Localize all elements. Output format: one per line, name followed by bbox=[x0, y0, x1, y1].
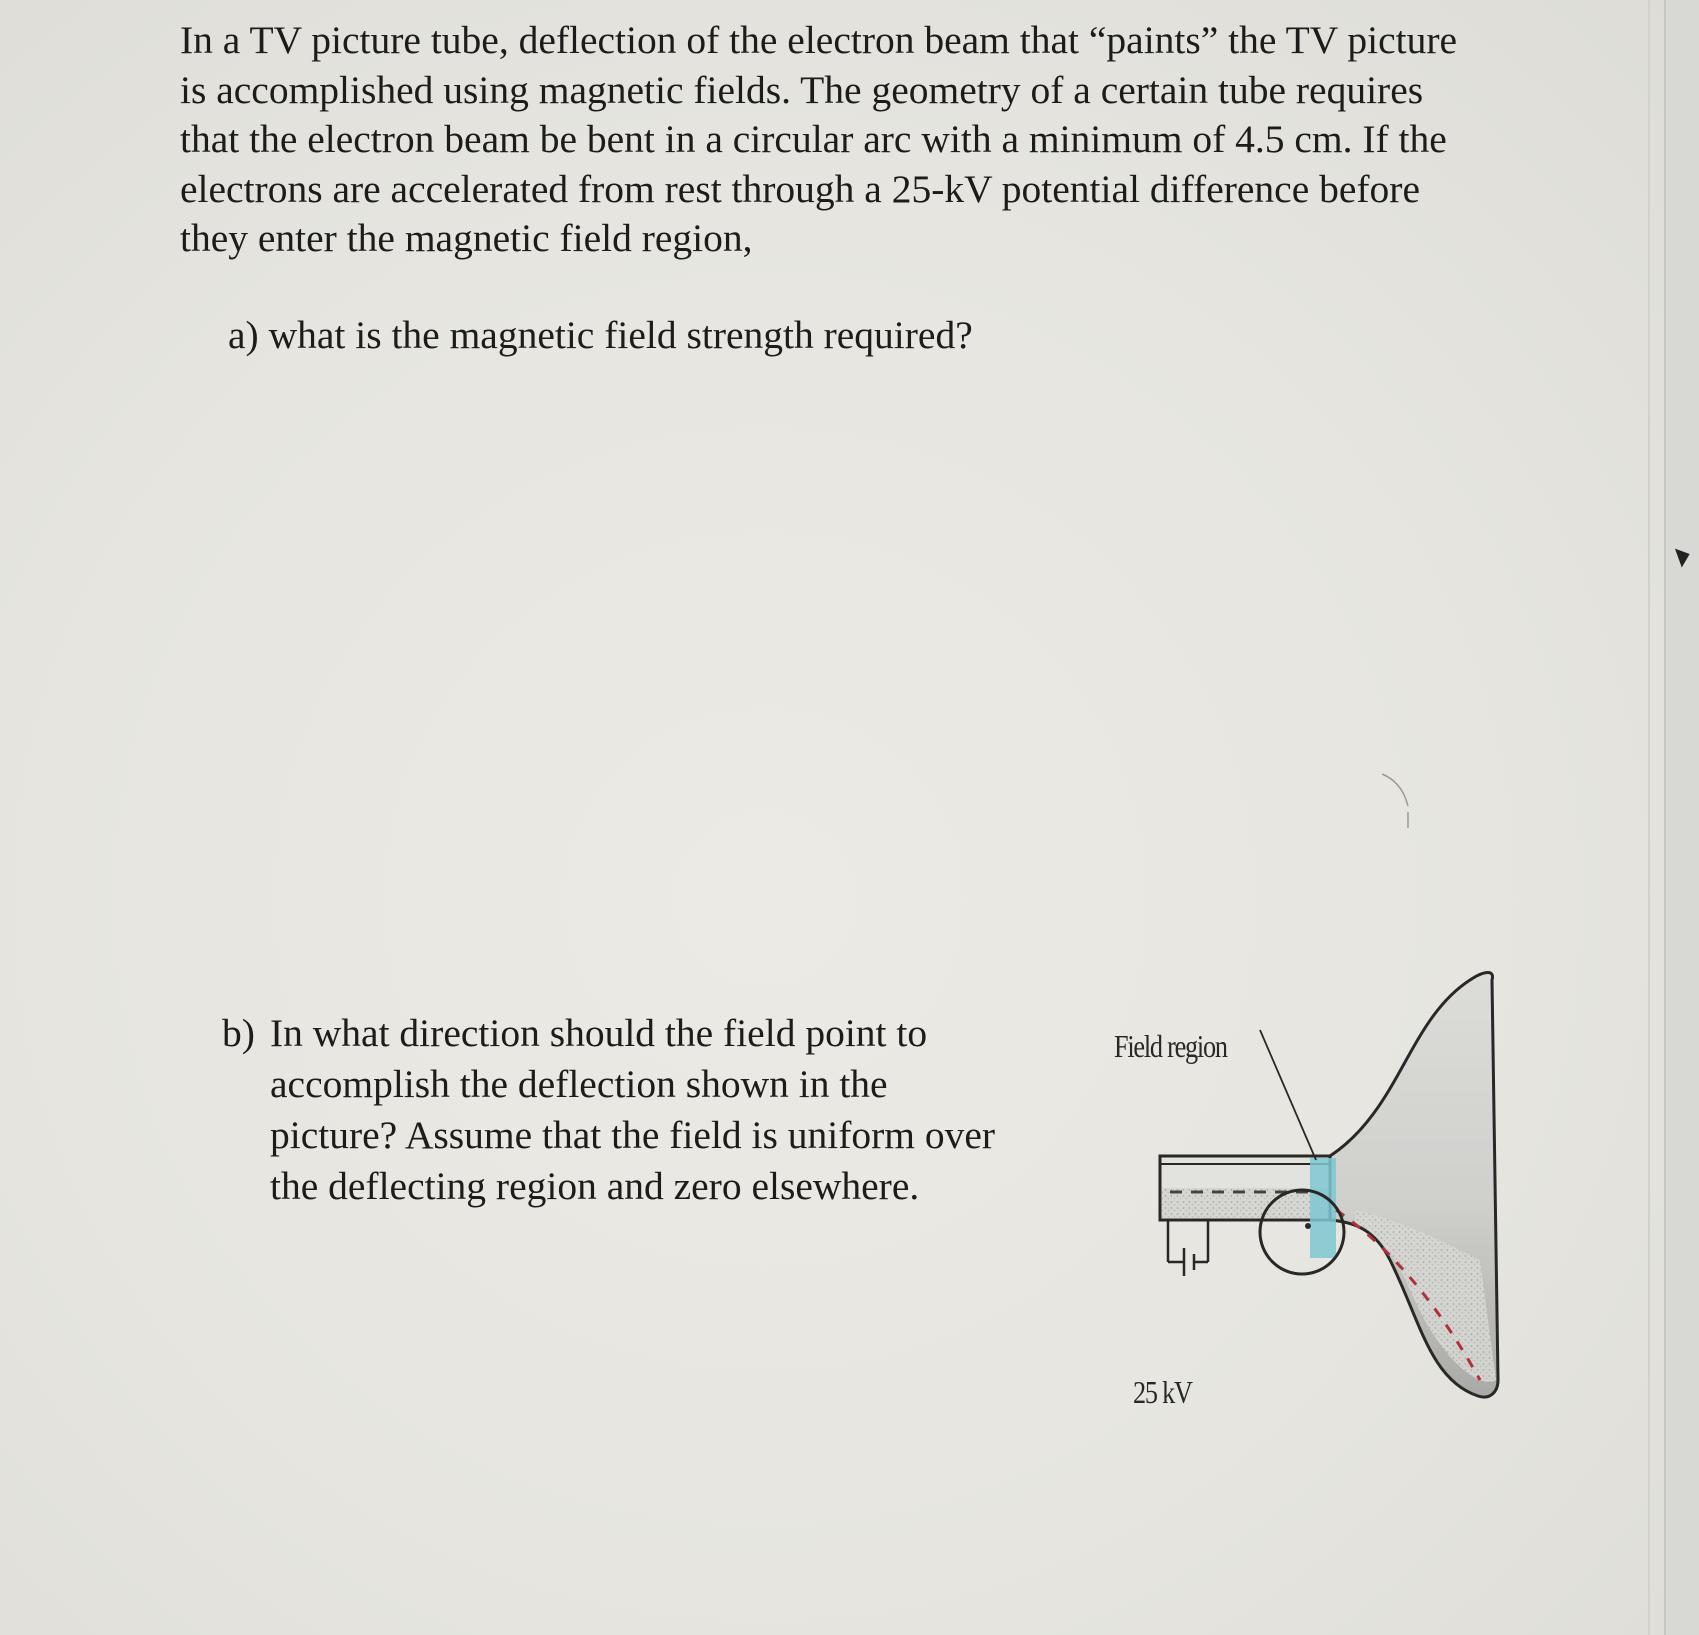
field-region-pointer bbox=[1260, 1030, 1316, 1160]
part-a-label: a) bbox=[228, 313, 259, 357]
part-a-text: what is the magnetic field strength required? bbox=[268, 313, 973, 357]
part-b-label: b) bbox=[222, 1011, 255, 1055]
field-region-label: Field region bbox=[1114, 1028, 1227, 1064]
page-edge-line bbox=[1648, 0, 1650, 1635]
beam-point bbox=[1305, 1223, 1311, 1229]
voltage-label: 25 kV bbox=[1133, 1374, 1192, 1410]
page-right-margin bbox=[1664, 0, 1699, 1635]
field-region bbox=[1310, 1158, 1336, 1258]
part-a-question bbox=[228, 310, 1128, 360]
part-b-text: In what direction should the field point to accomplish the deflection shown in the picture? Assume that the field is uniform over the deflecting region and zero elsewhere. bbox=[270, 1011, 996, 1208]
problem-intro: In a TV picture tube, deflection of the electron beam that “paints” the TV picture is accomplished using magnetic fields. The geometry of a certain tube requires that the electron beam be bent in a circular arc with a minimum of 4.5 cm. If the electrons are accelerated from rest through a 25-kV potential difference before they enter the magnetic field region, bbox=[180, 18, 1458, 260]
tv-tube-figure bbox=[1114, 960, 1520, 1460]
pencil-mark bbox=[1380, 772, 1420, 832]
